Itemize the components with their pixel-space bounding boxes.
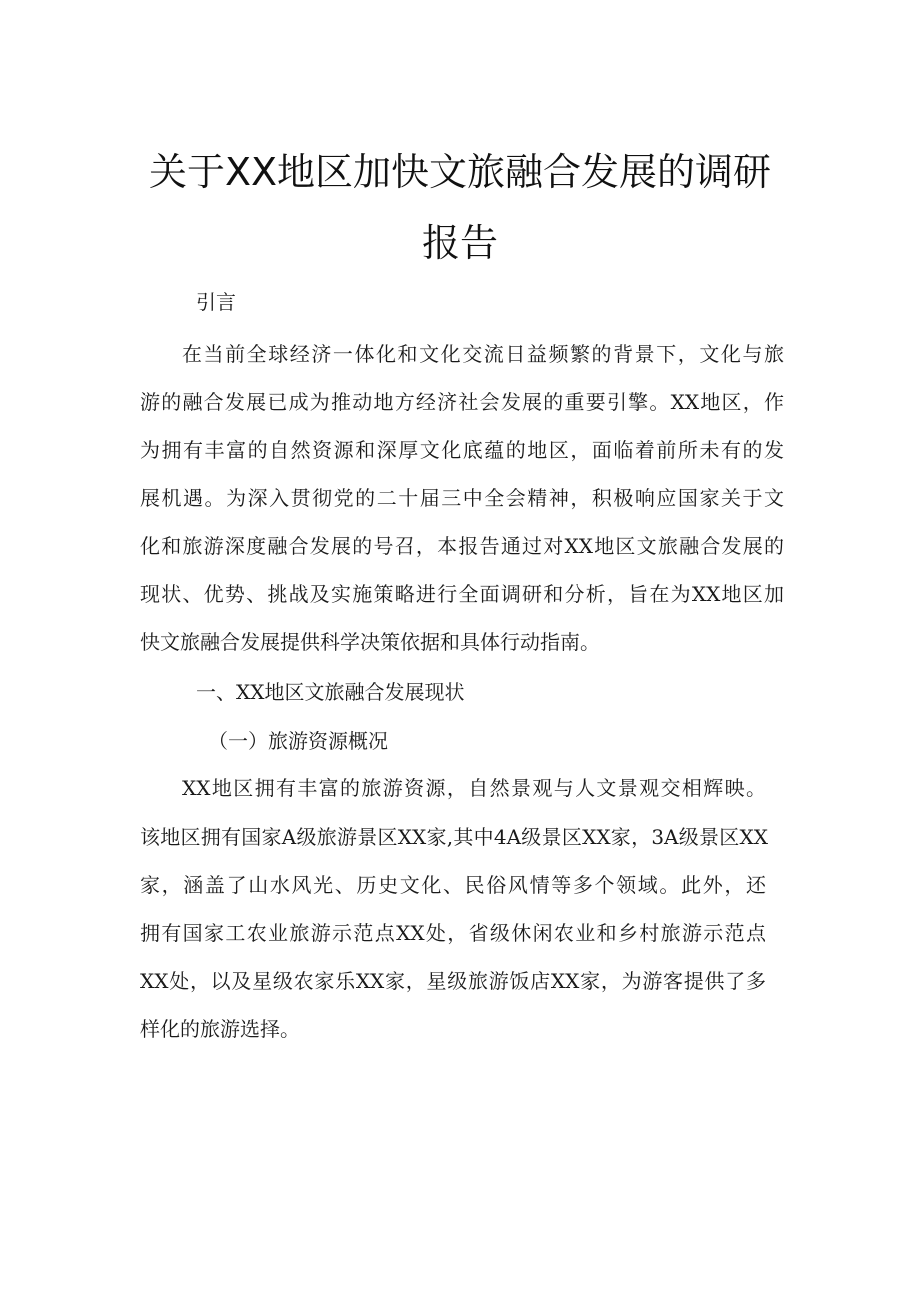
intro-paragraph-line: 快文旅融合发展提供科学决策依据和具体行动指南。 (140, 630, 600, 654)
intro-paragraph-line: 为拥有丰富的自然资源和深厚文化底蕴的地区，面临着前所未有的发 (140, 438, 784, 462)
intro-paragraph-line: 化和旅游深度融合发展的号召，本报告通过对XX地区文旅融合发展的 (140, 534, 784, 558)
intro-paragraph-line: 游的融合发展已成为推动地方经济社会发展的重要引擎。XX地区，作 (140, 390, 784, 414)
resource-paragraph-line: 家，涵盖了山水风光、历史文化、民俗风情等多个领域。此外，还 (140, 873, 766, 897)
intro-paragraph-line: 展机遇。为深入贯彻党的二十届三中全会精神，积极响应国家关于文 (140, 486, 784, 510)
resource-paragraph-line: 样化的旅游选择。 (140, 1017, 300, 1041)
report-title-line-1: 关于XX地区加快文旅融合发展的调研 (148, 150, 772, 194)
intro-paragraph-line: 现状、优势、挑战及实施策略进行全面调研和分析，旨在为XX地区加 (140, 582, 784, 606)
report-title-line-2: 报告 (421, 221, 498, 265)
subsection-heading: （一）旅游资源概况 (208, 729, 388, 753)
intro-heading: 引言 (196, 290, 236, 314)
resource-paragraph-line: 拥有国家工农业旅游示范点XX处，省级休闲农业和乡村旅游示范点 (140, 921, 766, 945)
resource-paragraph-line: 该地区拥有国家A级旅游景区XX家,其中4A级景区XX家，3A级景区XX (140, 825, 768, 849)
resource-paragraph-line: XX地区拥有丰富的旅游资源，自然景观与人文景观交相辉映。 (182, 776, 766, 800)
intro-paragraph-line: 在当前全球经济一体化和文化交流日益频繁的背景下，文化与旅 (182, 342, 784, 366)
section-heading: 一、XX地区文旅融合发展现状 (196, 680, 465, 704)
resource-paragraph-line: XX处，以及星级农家乐XX家，星级旅游饭店XX家，为游客提供了多 (140, 969, 766, 993)
